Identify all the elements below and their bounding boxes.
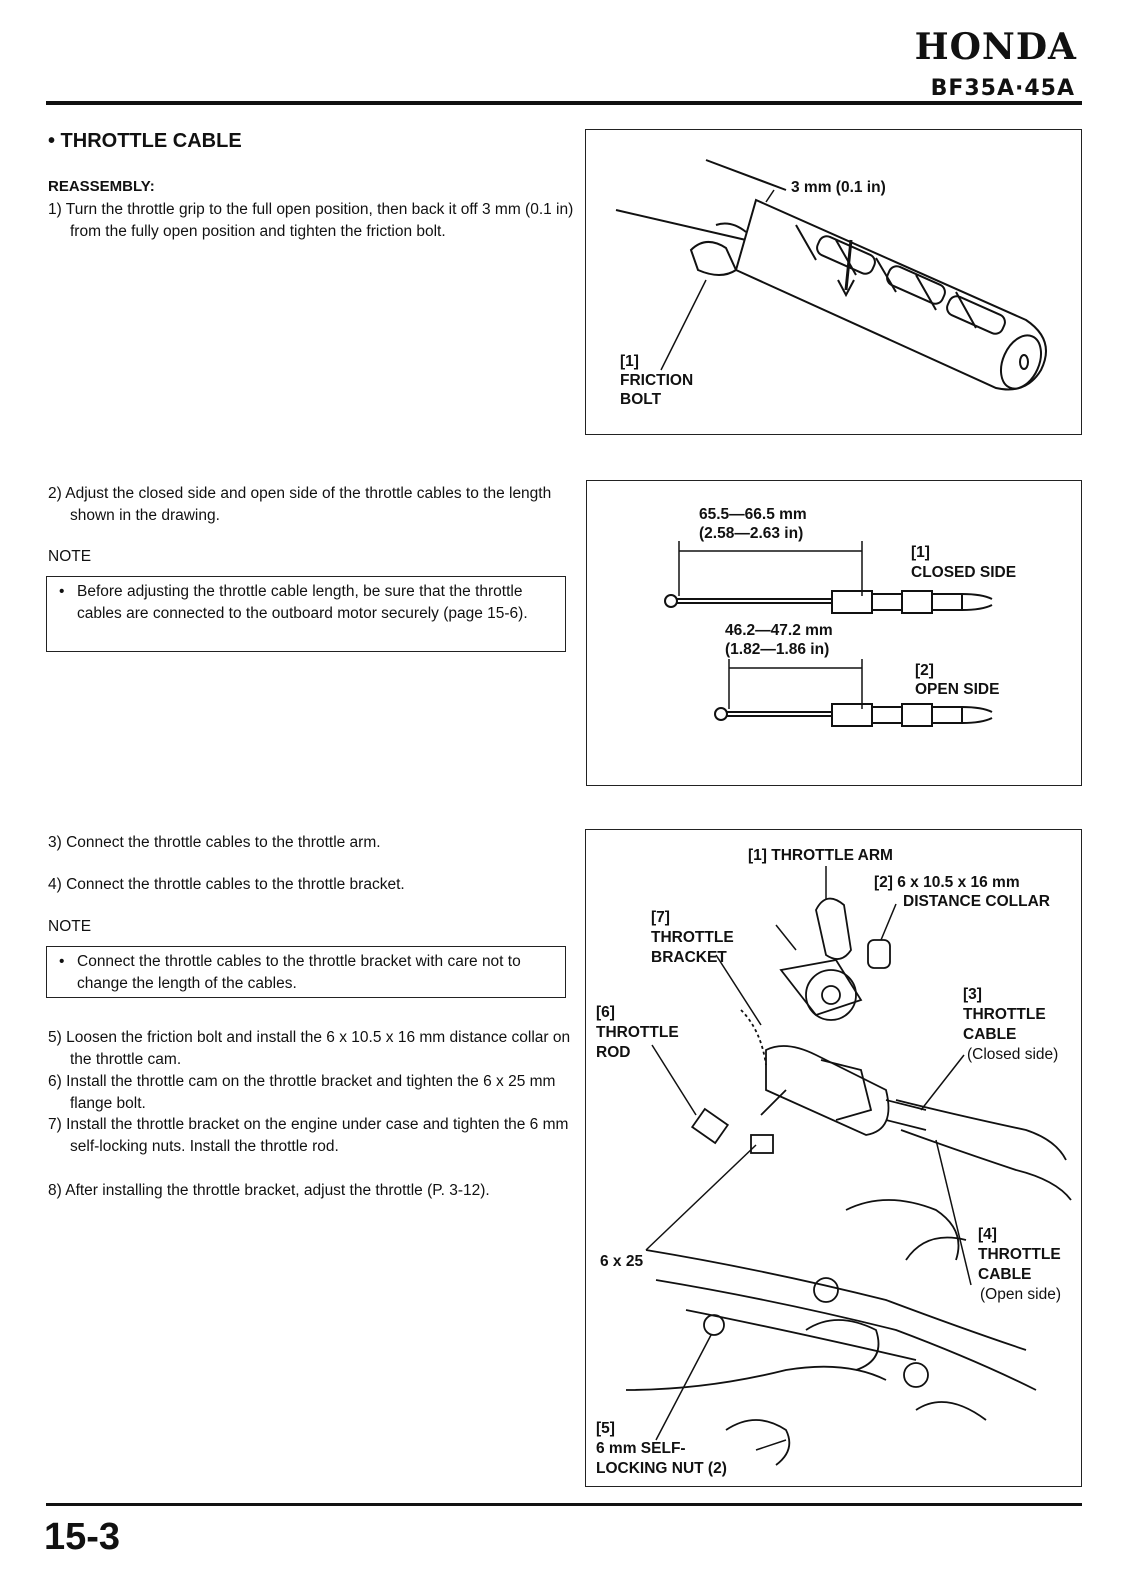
note-box-1 (46, 576, 566, 652)
bracket-callout-1: THROTTLE (651, 929, 734, 946)
throttle-arm-callout: [1] THROTTLE ARM (748, 847, 893, 864)
friction-bolt-callout-line2: BOLT (620, 391, 662, 408)
open-dimension-mm: 46.2—47.2 mm (725, 622, 833, 639)
open-side-num: [2] (915, 662, 934, 679)
rod-callout-num: [6] (596, 1004, 615, 1021)
flange-bolt-callout: 6 x 25 (600, 1253, 644, 1270)
distance-collar-callout-2: DISTANCE COLLAR (903, 893, 1050, 910)
distance-collar-callout-1: [2] 6 x 10.5 x 16 mm (874, 874, 1020, 891)
nut-callout-num: [5] (596, 1420, 615, 1437)
section-title: • THROTTLE CABLE (48, 130, 242, 152)
cable-length-illustration (587, 481, 1083, 787)
brand-logo: HONDA (914, 26, 1077, 68)
step-2: 2) Adjust the closed side and open side of the throttle cables to the length shown in the drawing. (48, 485, 552, 524)
bracket-callout-num: [7] (651, 909, 670, 926)
step-6: 6) Install the throttle cam on the throttle bracket and tighten the 6 x 25 mm flange bolt. (48, 1073, 556, 1112)
nut-callout-1: 6 mm SELF- (596, 1440, 686, 1457)
closed-side-num: [1] (911, 544, 930, 561)
step-8: 8) After installing the throttle bracket, adjust the throttle (P. 3-12). (48, 1182, 490, 1199)
closed-cable-callout-3: (Closed side) (967, 1046, 1059, 1063)
subsection-title: REASSEMBLY: (48, 178, 155, 195)
footer-rule (46, 1503, 1082, 1506)
figure-cable-lengths (586, 480, 1082, 786)
open-side-label: OPEN SIDE (915, 681, 1000, 698)
grip-dimension-label: 3 mm (0.1 in) (791, 179, 886, 196)
step-5: 5) Loosen the friction bolt and install the 6 x 10.5 x 16 mm distance collar on the throttle cam. (48, 1029, 571, 1068)
open-cable-callout-1: THROTTLE (978, 1246, 1061, 1263)
closed-dimension-in: (2.58—2.63 in) (699, 525, 804, 542)
page-number: 15-3 (44, 1516, 121, 1558)
figure-throttle-grip (585, 129, 1082, 435)
closed-dimension-mm: 65.5—66.5 mm (699, 506, 807, 523)
step-3: 3) Connect the throttle cables to the throttle arm. (48, 834, 381, 851)
closed-cable-callout-num: [3] (963, 986, 982, 1003)
closed-cable-callout-2: CABLE (963, 1026, 1017, 1043)
closed-cable-callout-1: THROTTLE (963, 1006, 1046, 1023)
note-box-2 (46, 946, 566, 998)
step-4: 4) Connect the throttle cables to the throttle bracket. (48, 876, 405, 893)
open-cable-callout-3: (Open side) (980, 1286, 1061, 1303)
rod-callout-1: THROTTLE (596, 1024, 679, 1041)
model-number: BF35A·45A (930, 76, 1075, 101)
step-1: 1) Turn the throttle grip to the full open position, then back it off 3 mm (0.1 in) from the fully open position and tighten the friction bolt. (48, 201, 574, 240)
note-label-2: NOTE (48, 918, 92, 935)
nut-callout-2: LOCKING NUT (2) (596, 1460, 727, 1477)
open-cable-callout-2: CABLE (978, 1266, 1032, 1283)
figure-throttle-bracket (585, 829, 1082, 1487)
friction-bolt-callout-line1: FRICTION (620, 372, 694, 389)
header-rule (46, 101, 1082, 105)
note-text-1: Before adjusting the throttle cable length, be sure that the throttle cables are connected to the outboard motor securely (page 15-6). (77, 583, 528, 622)
note-label-1: NOTE (48, 548, 92, 565)
bullet-icon: • (59, 953, 65, 970)
open-cable-callout-num: [4] (978, 1226, 997, 1243)
note-text-2: Connect the throttle cables to the throttle bracket with care not to change the length of the cables. (77, 953, 521, 992)
step-7: 7) Install the throttle bracket on the engine under case and tighten the 6 mm self-locking nuts. Install the throttle rod. (48, 1116, 569, 1155)
rod-callout-2: ROD (596, 1044, 631, 1061)
open-dimension-in: (1.82—1.86 in) (725, 641, 830, 658)
friction-bolt-callout-num: [1] (620, 353, 639, 370)
bracket-callout-2: BRACKET (651, 949, 727, 966)
bullet-icon: • (59, 583, 65, 600)
closed-side-label: CLOSED SIDE (911, 564, 1017, 581)
